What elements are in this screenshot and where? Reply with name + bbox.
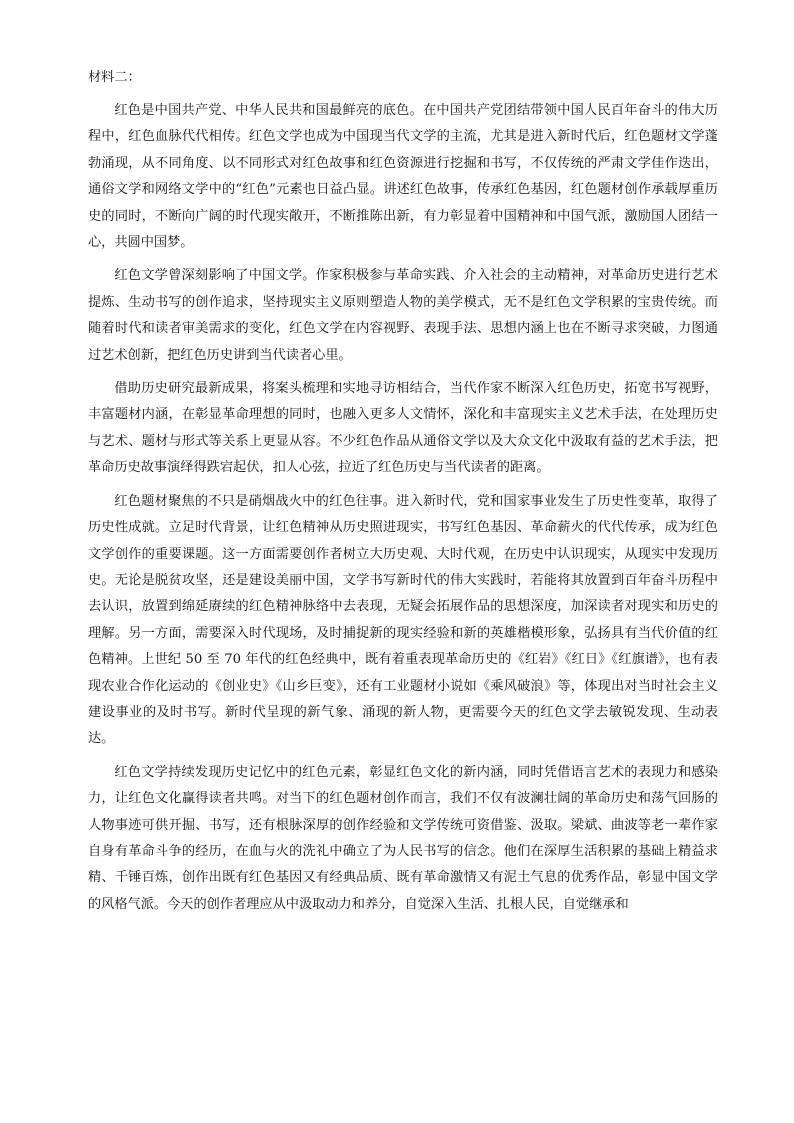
paragraph-3: 借助历史研究最新成果，将案头梳理和实地寻访相结合，当代作家不断深入红色历史，拓宽书写视野，丰富题材内涵，在彰显革命理想的同时，也融入更多人文情怀，深化和丰富现实主义艺术手法，在处理历史与艺术、题材与形式等关系上更显从容。不少红色作品从通俗文学以及大众文化中汲取有益的艺术手法，把革命历史故事演绎得跌宕起伏，扣人心弦，拉近了红色历史与当代读者的距离。 bbox=[88, 381, 718, 476]
paragraph-4: 红色题材聚焦的不只是硝烟战火中的红色往事。进入新时代，党和国家事业发生了历史性变革，取得了历史性成就。立足时代背景，让红色精神从历史照进现实，书写红色基因、革命薪火的代代传承，成为红色文学创作的重要课题。这一方面需要创作者树立大历史观、大时代观，在历史中认识现实，从现实中发现历史。无论是脱贫攻坚，还是建设美丽中国，文学书写新时代的伟大实践时，若能将其放置到百年奋斗历程中去认识，放置到绵延赓续的红色精神脉络中去表现，无疑会拓展作品的思想深度，加深读者对现实和历史的理解。另一方面，需要深入时代现场，及时捕捉新的现实经验和新的英雄楷模形象，弘扬具有当代价值的红色精神。上世纪 50 至 70 年代的红色经典中，既有着重表现革命历史的《红岩》《红日》《红旗谱》，也有表现农业合作化运动的《创业史》《山乡巨变》，还有工业题材小说如《乘风破浪》等，体现出对当时社会主义建设事业的及时书写。新时代呈现的新气象、涌现的新人物，更需要今天的红色文学去敏锐发现、生动表达。 bbox=[88, 493, 718, 747]
paragraph-5: 红色文学持续发现历史记忆中的红色元素，彰显红色文化的新内涵，同时凭借语言艺术的表现力和感染力，让红色文化赢得读者共鸣。对当下的红色题材创作而言，我们不仅有波澜壮阔的革命历史和荡气回肠的人物事迹可供开掘、书写，还有根脉深厚的创作经验和文学传统可资借鉴、汲取。梁斌、曲波等老一辈作家自身有革命斗争的经历，在血与火的洗礼中确立了为人民书写的信念。他们在深厚生活积累的基础上精益求精、千锤百炼，创作出既有红色基因又有经典品质、既有革命激情又有泥土气息的优秀作品，彰显中国文学的风格气派。今天的创作者理应从中汲取动力和养分，自觉深入生活、扎根人民，自觉继承和 bbox=[88, 764, 718, 912]
paragraph-1: 红色是中国共产党、中华人民共和国最鲜亮的底色。在中国共产党团结带领中国人民百年奋斗的伟大历程中，红色血脉代代相传。红色文学也成为中国现当代文学的主流，尤其是进入新时代后，红色题材文学蓬勃涌现，从不同角度、以不同形式对红色故事和红色资源进行挖掘和书写，不仅传统的严肃文学佳作迭出，通俗文学和网络文学中的“红色”元素也日益凸显。讲述红色故事，传承红色基因，红色题材创作承载厚重历史的同时，不断向广阔的时代现实敞开，不断推陈出新，有力彰显着中国精神和中国气派，激励国人团结一心，共圆中国梦。 bbox=[88, 103, 718, 251]
document-body bbox=[88, 66, 718, 925]
paragraph-2: 红色文学曾深刻影响了中国文学。作家积极参与革命实践、介入社会的主动精神，对革命历史进行艺术提炼、生动书写的创作追求，坚持现实主义原则塑造人物的美学模式，无不是红色文学积累的宝贵传统。而随着时代和读者审美需求的变化，红色文学在内容视野、表现手法、思想内涵上也在不断寻求突破，力图通过艺术创新，把红色历史讲到当代读者心里。 bbox=[88, 268, 718, 363]
section-label: 材料二： bbox=[88, 70, 141, 85]
